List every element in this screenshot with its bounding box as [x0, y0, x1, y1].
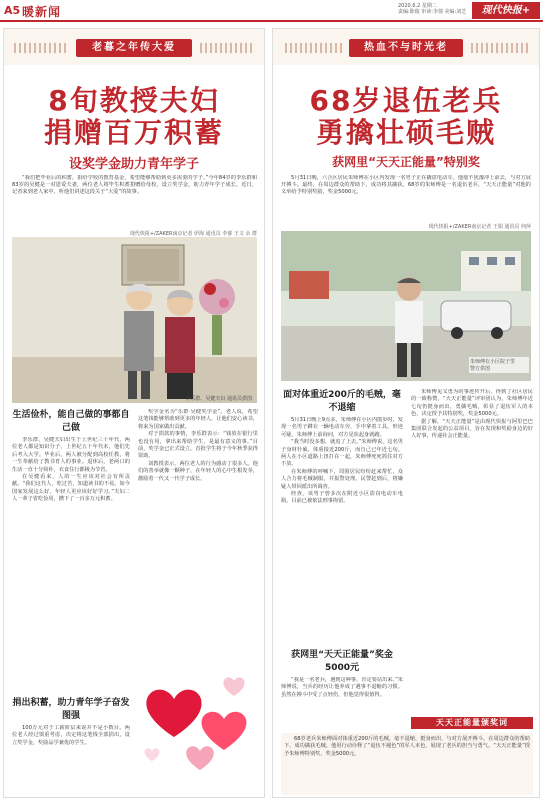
heart-icon: [134, 659, 262, 779]
award-statement: [281, 733, 533, 795]
page-number: A5: [4, 4, 21, 17]
award-heading: 天天正能量颁奖词: [411, 717, 533, 729]
section-heading-1: 面对体重近200斤的毛贼，毫不退缩: [283, 390, 401, 413]
left-article: [3, 28, 265, 798]
brand-logo: 现代快报+: [472, 2, 540, 19]
section-heading-2: 捐出积蓄，助力青年学子奋发图强: [12, 698, 130, 721]
left-body-col1: [12, 437, 130, 693]
byline: 现代快报+/ZAKER南京记者 伊海 通讯员 李睿 王文 余 群: [129, 231, 257, 237]
banner-label: 热血不与时光老: [349, 39, 463, 57]
paragraph: 奖学金名为“乐群·吴健奖学金”。老人说，希望这笔钱能够帮助到更多的年轻人，让他们安心读书，将来为国家做出贡献。: [138, 409, 258, 430]
paragraph: 据了解，“天天正能量”是由现代快报与阿里巴巴集团联合发起的公益项目，旨在发现和奖励身边的好人好事，传递社会正能量。: [411, 418, 533, 440]
caption-credit: 警方供图: [470, 366, 491, 372]
paragraph: 在吴健看来，人的一生应该对社会有所贡献。“我们这代人，吃过苦，知道读书的不易。如今国家发展这么好，年轻人更应该好好学习。”夫妇二人一辈子省吃俭用，攒下了一百多万元积蓄。: [12, 474, 130, 503]
banner-stripe-left: [14, 43, 69, 53]
byline: 现代快报+/ZAKER南京记者 王娟 通讯员 何萍: [428, 224, 531, 230]
paragraph: 刘教授表示，两位老人的行为感动了很多人。他们的善举就像一颗种子，在年轻人的心中生根发芽，激励着一代又一代学子成长。: [138, 460, 258, 482]
lead-paragraph: 5月31日晚，六合区居民朱师傅在小区内发现一名男子正在撬盗电动车。他毫不犹豫冲上前去，与对方展开搏斗。最终，在周边群众的帮助下，成功将其擒获。68岁的朱师傅是一名退伍老兵，“天天正能量”对他的义举给予特别奖励，奖金5000元。: [281, 175, 531, 196]
paragraph: 李乐群、吴健夫妇出生于上世纪三十年代，两位老人都是知识分子。上世纪五十年代末，他们先后考入大学。毕业后，两人被分配到高校任教，将一生奉献给了教书育人的事业。退休后，老两口的生活一直十分简朴，衣食住行都极为节省。: [12, 437, 130, 473]
veteran-photo: [281, 231, 531, 381]
banner-label: 老暮之年传大爱: [76, 39, 192, 57]
editor-line: 责编:陈俊 审读:李倩 美编:刘芝: [398, 9, 467, 15]
right-article: [272, 28, 540, 798]
paragraph: 5月31日晚上9点多，朱师傅在小区内散步时，发现一名男子蹲在一辆电动车旁，手中拿着工具，形迹可疑。朱师傅上前询问，对方见状起身就跑。: [281, 417, 403, 438]
paragraph: 经查，该男子曾多次在附近小区盗窃电动车电瓶，目前已被依法刑事拘留。: [281, 491, 403, 505]
banner-stripe-right: [471, 43, 529, 53]
paragraph: “我是一名老兵，遇到这种事，肯定要站出来。”朱师傅说，当兵的经历让他养成了遇事不退缩的习惯。虽然在搏斗中受了点轻伤，但他觉得很值得。: [281, 677, 403, 698]
couple-photo: [12, 237, 257, 403]
paragraph: “我当时没多想，就追了上去。”朱师傅说，这名男子身材壮硕，体重接近200斤，而自己已年近七旬。两人在小区道路上扭打在一起，朱师傅死死抓住对方不放。: [281, 439, 403, 468]
right-body-col1b: [281, 677, 403, 727]
couple-photo-image: [12, 237, 257, 403]
header-meta: [398, 3, 470, 15]
headline-line2: 捐赠百万积蓄: [43, 116, 224, 149]
page-header: [0, 0, 543, 22]
banner-stripe-left: [285, 43, 343, 53]
left-banner: [4, 29, 264, 65]
photo-caption: [469, 357, 529, 373]
paragraph: 100万元对于工薪阶层来说并不是小数目。两位老人经过慎重考虑，决定将这笔钱全部捐出，设立奖学金，奖励品学兼优的学生。: [12, 725, 130, 746]
subheadline: 设奖学金助力青年学子: [68, 157, 199, 172]
paragraph: 朱师傅见义勇为的事迹传开后，得到了社区居民的一致称赞。“天天正能量”评审团认为，朱师傅年近七旬仍挺身而出，勇擒毛贼，彰显了退伍军人的本色，决定授予其特别奖，奖金5000元。: [411, 389, 533, 418]
left-body-col1b: [12, 725, 130, 795]
right-body-col1: [281, 417, 403, 645]
headline-line1: 8旬教授夫妇: [48, 84, 220, 117]
caption-text: 朱师傅在小区院子里: [470, 359, 516, 365]
paragraph: 对于捐款的事情，李乐群表示：“钱放在银行里也没有用，拿出来帮助学生，是最有意义的事。”目前，奖学金已正式设立，首批学生将于今年秋季获得资助。: [138, 431, 258, 460]
right-body-col2: [411, 389, 533, 719]
lead-paragraph: “我们把毕业后的积蓄，捐给学校的教育基金，希望能够帮助到更多需要的学子。”今年84岁的李乐群和83岁的吴健是一对恩爱夫妻，两位老人将毕生积蓄捐赠给母校，设立奖学金，助力青年学子成长。近日，记者来到老人家中，听他们讲述这段关于“大爱”的故事。: [12, 175, 257, 196]
paragraph: 68岁老兵朱师傅面对体重近200斤的毛贼，毫不退缩，挺身而出，与对方展开搏斗。在周边群众的帮助下，成功擒获毛贼。他用行动诠释了“退伍不褪色”的军人本色，展现了老兵的担当与勇气。“天天正能量”授予朱师傅特别奖，奖金5000元。: [284, 736, 530, 757]
headline-line1: 68岁退伍老兵: [309, 84, 503, 117]
section-heading-2: 获网里“天天正能量”奖金5000元: [291, 650, 393, 673]
subheadline: 获网里“天天正能量”特别奖: [332, 155, 480, 169]
section-heading-1: 生活俭朴，能自己做的事都自己做: [12, 410, 130, 433]
hearts-illustration: [134, 659, 262, 779]
right-banner: [273, 29, 539, 65]
banner-stripe-right: [200, 43, 255, 53]
date-line: 2020.6.2 星期二: [398, 3, 437, 9]
section-name: 暖新闻: [22, 5, 62, 19]
photo-caption: 李乐群、吴健夫妇 通讯员供图: [185, 396, 252, 402]
paragraph: 在朱师傅的呼喊下，周围居民纷纷赶来帮忙，众人合力将毛贼制服，并报警处理。民警赶到后，将嫌疑人带回派出所调查。: [281, 468, 403, 490]
headline-line2: 勇擒壮硕毛贼: [315, 116, 496, 149]
